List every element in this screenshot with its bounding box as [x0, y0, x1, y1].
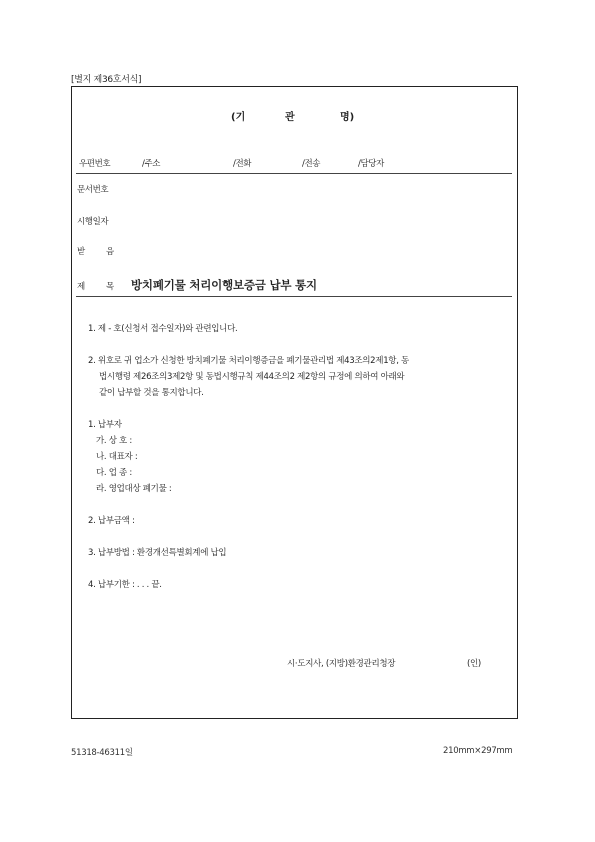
- document-frame: [71, 86, 518, 719]
- postal-label: 우편번호: [79, 159, 111, 169]
- item-2-line-1: 2. 위호로 귀 업소가 신청한 방치폐기물 처리이행증금을 폐기물관리법 제43조의2제1항, 동: [88, 356, 409, 366]
- agency-open: (기: [231, 112, 246, 123]
- phone-label: /전화: [233, 159, 252, 169]
- officer-label: /담당자: [358, 159, 384, 169]
- deadline-line: 4. 납부기한 : . . . 끝.: [88, 580, 162, 590]
- agency-mid: 관: [285, 112, 295, 123]
- paper-size: 210mm×297mm: [443, 746, 513, 756]
- amount-line: 2. 납부금액 :: [88, 516, 135, 526]
- method-line: 3. 납부방법 : 환경개선특별회계에 납입: [88, 548, 227, 558]
- subject-label-1: 제: [77, 282, 85, 292]
- address-label: /주소: [142, 159, 161, 169]
- contact-divider: [76, 173, 512, 174]
- agency-close: 명): [340, 112, 355, 123]
- seal-mark: (인): [467, 659, 481, 669]
- form-label: [별지 제36호서식]: [71, 75, 142, 85]
- payer-item-a: 가. 상 호 :: [96, 436, 132, 446]
- payer-item-b: 나. 대표자 :: [96, 452, 138, 462]
- item-2-line-3: 같이 납부할 것을 통지합니다.: [99, 388, 204, 398]
- form-code: 51318-46311일: [71, 748, 133, 758]
- fax-label: /전송: [302, 159, 321, 169]
- item-2-line-2: 법시행령 제26조의3제2항 및 동법시행규칙 제44조의2 제2항의 규정에 의하여 아래와: [99, 372, 405, 382]
- recipient-label-2: 음: [106, 247, 114, 257]
- subject-title: 방치폐기물 처리이행보증금 납부 통지: [131, 278, 317, 292]
- payer-item-d: 라. 영업대상 폐기물 :: [96, 484, 172, 494]
- subject-divider: [76, 296, 512, 297]
- doc-number-label: 문서번호: [77, 185, 109, 195]
- payer-heading: 1. 납부자: [88, 420, 122, 430]
- recipient-label-1: 받: [77, 247, 85, 257]
- date-label: 시행일자: [77, 217, 109, 227]
- item-1: 1. 제 - 호(신청서 접수일자)와 관련입니다.: [88, 324, 238, 334]
- subject-label-2: 목: [106, 282, 114, 292]
- payer-item-c: 다. 업 종 :: [96, 468, 132, 478]
- issuer-signature: 시·도지사, (지방)환경관리청장: [287, 659, 396, 669]
